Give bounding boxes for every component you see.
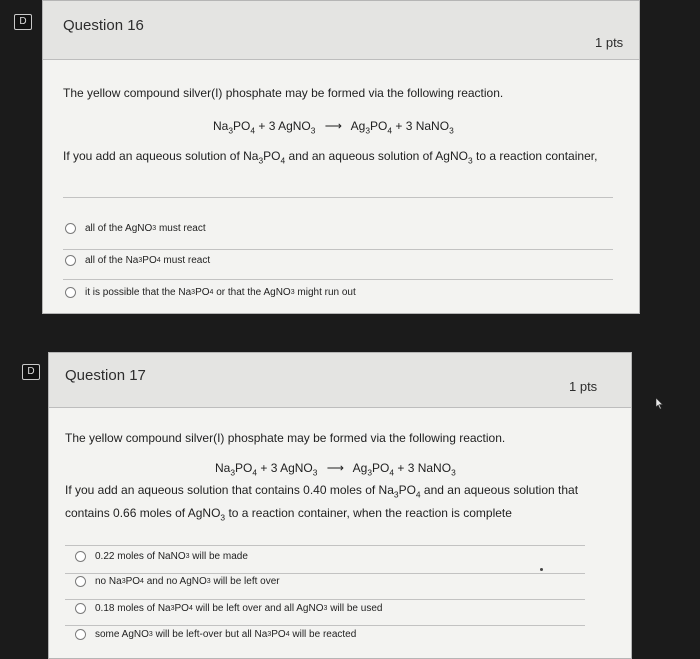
divider bbox=[63, 279, 613, 280]
flag-question-17-icon[interactable]: D bbox=[22, 364, 40, 380]
question-17-reaction: $Na_3PO_4 + 3$ AgNO$_3$ ⟶ $Ag_3PO_4 + 3$ NaNO$_3$ bbox=[215, 461, 456, 478]
stray-dot bbox=[540, 568, 543, 571]
radio-button[interactable] bbox=[65, 287, 76, 298]
question-16-stem: The yellow compound silver(I) phosphate may be formed via the following reaction. bbox=[63, 86, 504, 100]
radio-button[interactable] bbox=[65, 255, 76, 266]
question-17-header bbox=[49, 353, 631, 408]
divider bbox=[65, 625, 585, 626]
question-16-title: Question 16 bbox=[63, 17, 144, 34]
reaction-arrow-icon: ⟶ bbox=[326, 461, 344, 475]
divider bbox=[63, 197, 613, 198]
question-16-reaction: $Na_3PO_4 + 3$ AgNO$_3$ ⟶ $Ag_3PO_4 + 3$ NaNO$_3$ bbox=[213, 119, 454, 136]
question-17-option-4[interactable]: some AgNO 3 will be left-over but all Na 3 PO 4 will be reacted bbox=[75, 629, 356, 640]
flag-question-16-icon[interactable]: D bbox=[14, 14, 32, 30]
question-16-header bbox=[43, 1, 639, 60]
radio-button[interactable] bbox=[75, 551, 86, 562]
radio-button[interactable] bbox=[75, 576, 86, 587]
divider bbox=[65, 599, 585, 600]
reaction-arrow-icon: ⟶ bbox=[324, 119, 342, 133]
question-17-stem: The yellow compound silver(I) phosphate may be formed via the following reaction. bbox=[65, 431, 506, 445]
question-17-option-3[interactable]: 0.18 moles of Na 3 PO 4 will be left over and all AgNO 3 will be used bbox=[75, 603, 382, 614]
mouse-cursor-icon bbox=[656, 398, 663, 409]
question-16-option-1[interactable]: all of the AgNO 3 must react bbox=[65, 223, 206, 234]
divider bbox=[65, 573, 585, 574]
question-17-card bbox=[48, 352, 632, 659]
question-16-points: 1 pts bbox=[595, 35, 624, 50]
question-16-card bbox=[42, 0, 640, 314]
question-16-prompt: If you add an aqueous solution of $Na_3PO_4$ and an aqueous solution of AgNO$_3$ to a reaction container, bbox=[63, 149, 598, 166]
question-17-prompt: If you add an aqueous solution that contains 0.40 moles of $Na_3PO_4$ and an aqueous solution that contains 0.66 moles of AgNO$_3$ to a reaction container, when the reaction is complete bbox=[65, 483, 579, 523]
radio-button[interactable] bbox=[75, 603, 86, 614]
question-17-points: 1 pts bbox=[569, 379, 598, 394]
divider bbox=[63, 249, 613, 250]
question-17-title: Question 17 bbox=[65, 367, 146, 384]
question-17-option-1[interactable]: 0.22 moles of NaNO 3 will be made bbox=[75, 551, 248, 562]
question-16-option-2[interactable]: all of the Na 3 PO 4 must react bbox=[65, 255, 210, 266]
radio-button[interactable] bbox=[65, 223, 76, 234]
radio-button[interactable] bbox=[75, 629, 86, 640]
divider bbox=[65, 545, 585, 546]
question-16-option-3[interactable]: it is possible that the Na 3 PO 4 or that the AgNO 3 might run out bbox=[65, 287, 356, 298]
question-17-option-2[interactable]: no Na 3 PO 4 and no AgNO 3 will be left over bbox=[75, 576, 280, 587]
